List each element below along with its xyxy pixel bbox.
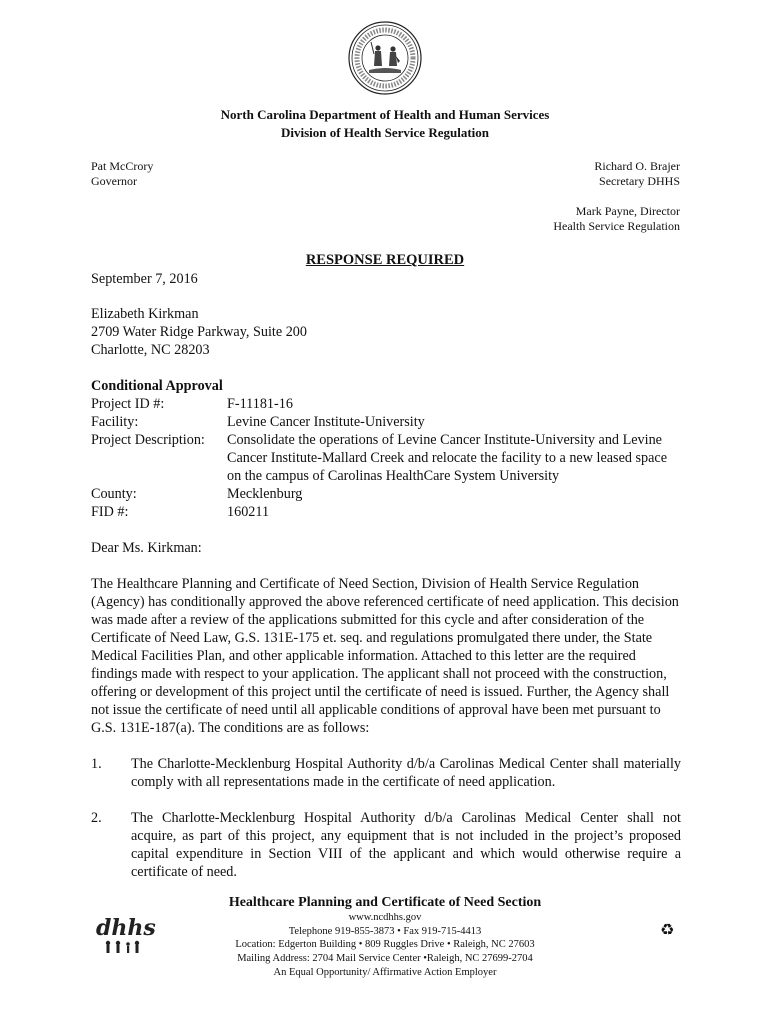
approval-heading: Conditional Approval (91, 378, 223, 394)
condition-number: 1. (91, 756, 102, 772)
approval-block (91, 377, 681, 521)
division-name: Division of Health Service Regulation (281, 125, 489, 140)
secretary-title: Secretary DHHS (599, 174, 680, 188)
letter-body (91, 270, 681, 881)
director-block (553, 204, 680, 234)
condition-item (91, 809, 681, 881)
governor-title: Governor (91, 174, 137, 188)
facility-label: Facility: (91, 414, 139, 430)
county-row (91, 485, 681, 503)
governor-block (91, 159, 153, 189)
footer-location: Location: Edgerton Building • 809 Ruggles Drive • Raleigh, NC 27603 (235, 939, 535, 950)
condition-item (91, 755, 681, 791)
description-row (91, 431, 681, 485)
response-required-heading: RESPONSE REQUIRED (305, 252, 465, 268)
director-name: Mark Payne, Director (575, 204, 680, 218)
footer-section-title: Healthcare Planning and Certificate of Need Section (228, 895, 542, 910)
salutation: Dear Ms. Kirkman: (91, 540, 202, 556)
governor-name: Pat McCrory (91, 159, 154, 173)
project-id-value: F-11181-16 (227, 396, 293, 412)
recipient-address (91, 305, 681, 359)
facility-value: Levine Cancer Institute-University (227, 414, 425, 430)
condition-number: 2. (91, 810, 102, 826)
secretary-block (594, 159, 680, 189)
fid-label: FID #: (91, 504, 129, 520)
footer-eeo: An Equal Opportunity/ Affirmative Action Employer (273, 967, 497, 978)
main-paragraph: The Healthcare Planning and Certificate of Need Section, Division of Health Service Regulation (Agency) has conditionally approved the above referenced certificate of need application. This decision was made after a review of the applications submitted for this cycle and after consideration of the Certificate of Need Law, G.S. 131E-175 et. seq. and regulations promulgated there under, the State Medical Facilities Plan, and other applicable information. Attached to this letter are the required findings made with respect to your application. The applicant shall not proceed with the construction, offering or development of this project until the certificate of need is issued. Further, the Agency shall not issue the certificate of need until all applicable conditions of approval have been met pursuant to G.S. 131E-187(a). The conditions are as follows: (91, 576, 679, 736)
recipient-city: Charlotte, NC 28203 (91, 342, 210, 358)
letter-date: September 7, 2016 (91, 271, 198, 287)
county-label: County: (91, 486, 137, 502)
description-value: Consolidate the operations of Levine Cancer Institute-University and Levine Cancer Institute-Mallard Creek and relocate the facility to a new leased space on the campus of Carolinas HealthCare System University (227, 432, 668, 484)
footer-website: www.ncdhhs.gov (348, 912, 422, 923)
director-title: Health Service Regulation (553, 219, 680, 233)
facility-row (91, 413, 681, 431)
recipient-street: 2709 Water Ridge Parkway, Suite 200 (91, 324, 307, 340)
project-id-label: Project ID #: (91, 396, 165, 412)
condition-text: The Charlotte-Mecklenburg Hospital Authority d/b/a Carolinas Medical Center shall not acquire, as part of this project, any equipment that is not included in the project’s proposed capital expenditure in Section VIII of the applicant and which would otherwise require a certificate of need. (131, 810, 681, 880)
footer-phone: Telephone 919-855-3873 • Fax 919-715-4413 (288, 926, 482, 937)
secretary-name: Richard O. Brajer (594, 159, 680, 173)
project-id-row (91, 395, 681, 413)
fid-value: 160211 (227, 504, 270, 520)
condition-text: The Charlotte-Mecklenburg Hospital Authority d/b/a Carolinas Medical Center shall materially comply with all representations made in the certificate of need application. (131, 756, 681, 790)
county-value: Mecklenburg (227, 486, 303, 502)
fid-row (91, 503, 681, 521)
state-seal-logo (347, 20, 423, 96)
department-name: North Carolina Department of Health and Human Services (220, 107, 550, 122)
footer-mailing: Mailing Address: 2704 Mail Service Center •Raleigh, NC 27699-2704 (237, 953, 533, 964)
description-label: Project Description: (91, 432, 205, 448)
dhhs-logo-text: dhhs (96, 915, 156, 941)
recycle-icon: ♻ (660, 920, 675, 939)
recipient-name: Elizabeth Kirkman (91, 306, 199, 322)
